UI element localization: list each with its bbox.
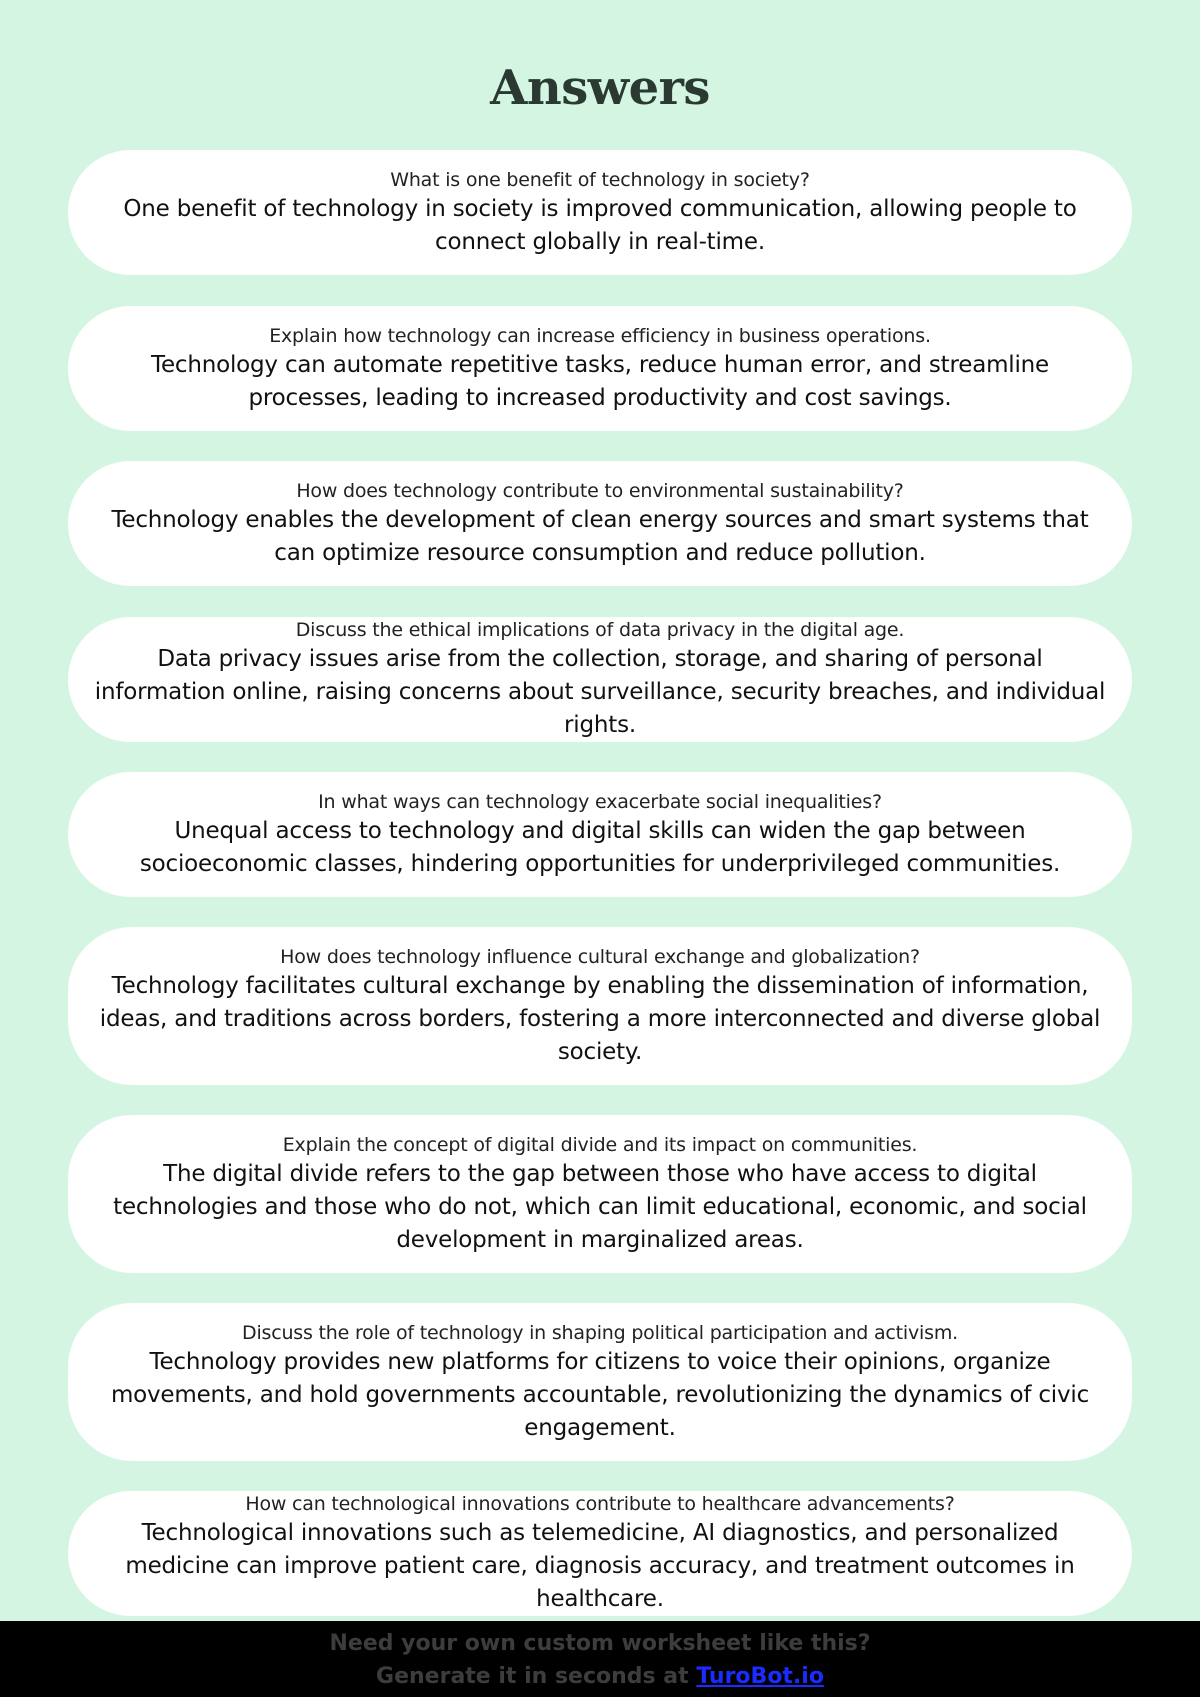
answer-card [68, 1115, 1132, 1273]
question-text: Discuss the ethical implications of data privacy in the digital age. [295, 619, 905, 641]
answer-text: Technology enables the development of clean energy sources and smart systems that can optimize resource consumption and reduce pollution. [111, 506, 1089, 566]
question-text: What is one benefit of technology in society? [390, 168, 810, 191]
answer-card [68, 306, 1132, 431]
answer-card [68, 461, 1132, 586]
answer-text: Technological innovations such as telemedicine, AI diagnostics, and personalized medicine can improve patient care, diagnosis accuracy, and treatment outcomes in healthcare. [125, 1520, 1075, 1612]
footer-line-1: Need your own custom worksheet like this? [329, 1631, 871, 1656]
page-title: Answers [490, 60, 710, 116]
answer-text: Unequal access to technology and digital skills can widen the gap between socioeconomic classes, hindering opportunities for underprivileged communities. [139, 817, 1061, 877]
question-text: How does technology contribute to environmental sustainability? [296, 479, 904, 502]
answer-text: Technology facilitates cultural exchange by enabling the dissemination of information, ideas, and traditions across borders, fostering a more interconnected and diverse global society. [99, 972, 1101, 1065]
answer-card [68, 927, 1132, 1085]
answer-text: Technology provides new platforms for citizens to voice their opinions, organize movements, and hold governments accountable, revolutionizing the dynamics of civic engagement. [110, 1348, 1090, 1441]
answer-card [68, 1491, 1132, 1616]
question-text: Explain how technology can increase efficiency in business operations. [269, 324, 931, 347]
footer-line-2 [0, 1660, 1200, 1693]
promo-footer [0, 1621, 1200, 1697]
question-text: Discuss the role of technology in shaping political participation and activism. [242, 1321, 958, 1344]
footer-line-2-text: Generate it in seconds at [376, 1664, 697, 1689]
question-text: In what ways can technology exacerbate social inequalities? [318, 790, 882, 813]
answer-card [68, 150, 1132, 275]
answer-card [68, 772, 1132, 897]
answer-text: Data privacy issues arise from the collection, storage, and sharing of personal information online, raising concerns about surveillance, security breaches, and individual rights. [94, 646, 1106, 738]
question-text: How does technology influence cultural exchange and globalization? [280, 945, 920, 968]
answer-text: Technology can automate repetitive tasks, reduce human error, and streamline processes, leading to increased productivity and cost savings. [151, 351, 1049, 411]
answer-text: The digital divide refers to the gap between those who have access to digital technologies and those who do not, which can limit educational, economic, and social development in marginalized areas. [113, 1160, 1087, 1253]
answer-text: One benefit of technology in society is improved communication, allowing people to connect globally in real-time. [123, 195, 1077, 255]
answer-card [68, 1303, 1132, 1461]
question-text: Explain the concept of digital divide and its impact on communities. [282, 1133, 918, 1156]
turobot-link[interactable]: TuroBot.io [696, 1664, 824, 1689]
question-text: How can technological innovations contribute to healthcare advancements? [245, 1493, 955, 1515]
answer-card [68, 617, 1132, 742]
